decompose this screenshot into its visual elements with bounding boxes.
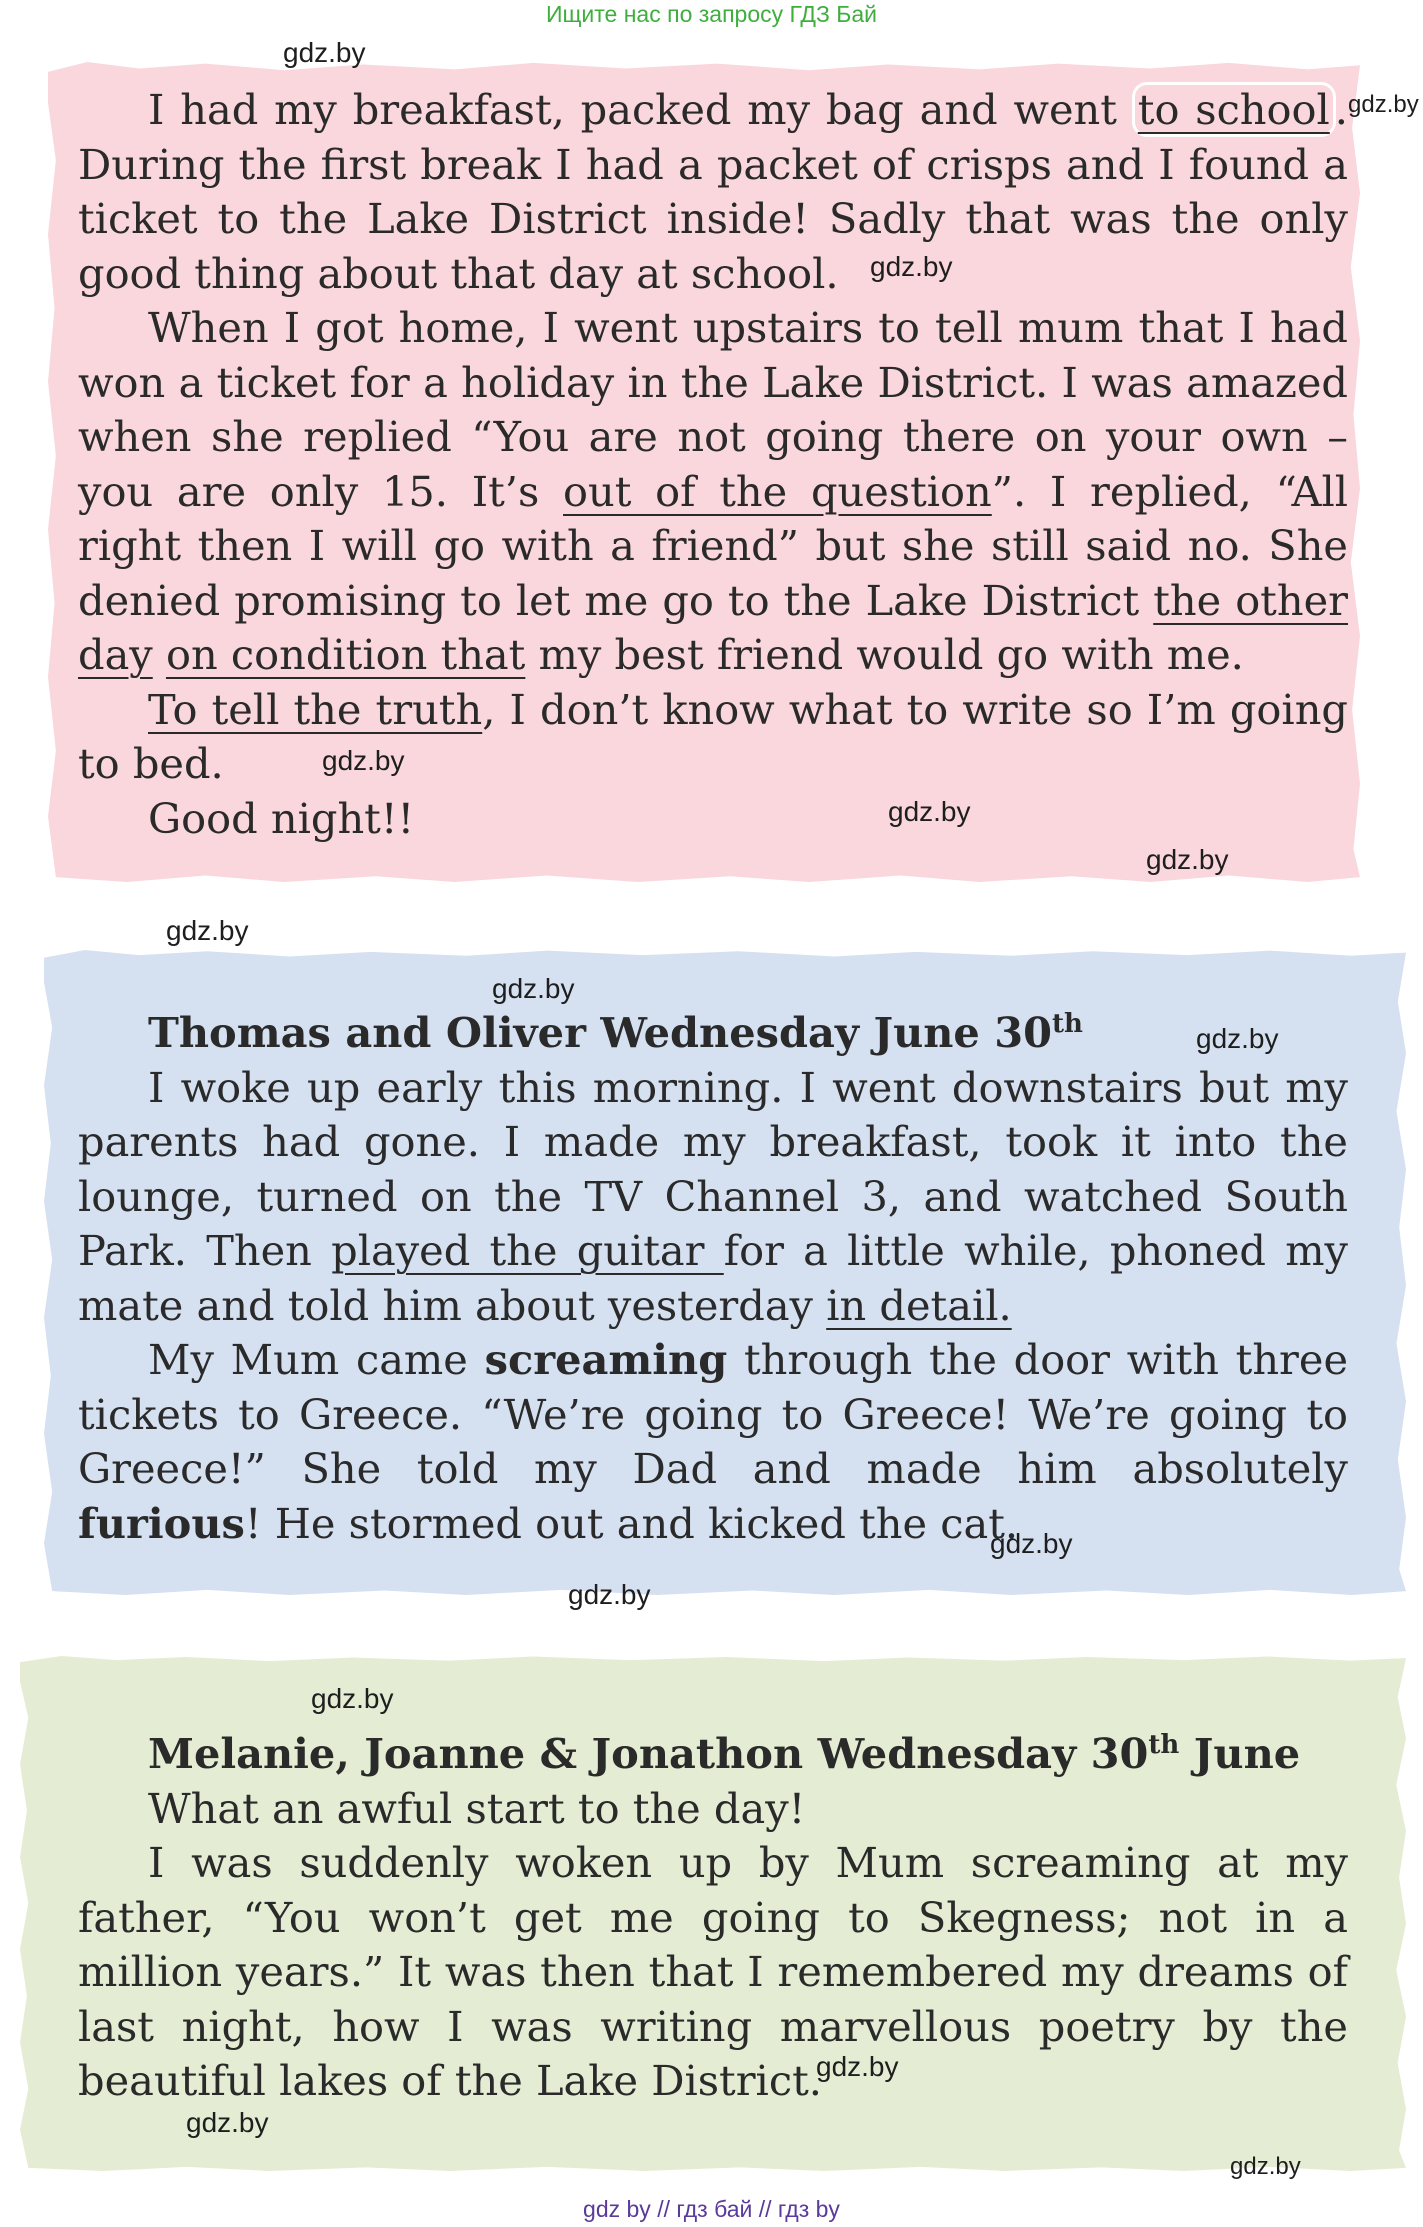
bold-word: furious bbox=[78, 1498, 245, 1548]
watermark: gdz.by bbox=[888, 796, 971, 827]
watermark: gdz.by bbox=[1230, 2153, 1301, 2180]
watermark: gdz.by bbox=[816, 2051, 899, 2082]
underlined-phrase: in detail. bbox=[826, 1280, 1012, 1330]
watermark: gdz.by bbox=[283, 37, 366, 68]
watermark: gdz.by bbox=[870, 251, 953, 282]
watermark: gdz.by bbox=[166, 915, 249, 946]
diary-entry-3-text bbox=[78, 1727, 1348, 2109]
entry2-heading: Thomas and Oliver Wednesday June 30th bbox=[148, 1008, 1083, 1057]
watermark: gdz.by bbox=[1348, 91, 1419, 118]
watermark: gdz.by bbox=[1146, 844, 1229, 875]
highlighted-phrase: to school bbox=[1133, 83, 1335, 136]
entry1-paragraph-3: To tell the truth, I don’t know what to write so I’m going to bed. bbox=[78, 684, 1348, 788]
entry2-paragraph-1: I woke up early this morning. I went downstairs but my parents had gone. I made my breakfast, took it into the lounge, turned on the TV Channel 3, and watched South Park. Then played the guitar for a little while, phoned my mate and told him about yesterday in detail. bbox=[78, 1062, 1349, 1330]
entry3-paragraph-1: What an awful start to the day! bbox=[148, 1783, 806, 1833]
entry1-paragraph-4: Good night!! bbox=[148, 793, 415, 843]
entry3-paragraph-2: I was suddenly woken up by Mum screaming at my father, “You won’t get me going to Skegness; not in a million years.” It was then that I remembered my dreams of last night, how I was writing marvellous poetry by the beautiful lakes of the Lake District. bbox=[78, 1838, 1348, 2105]
watermark: gdz.by bbox=[311, 1683, 394, 1714]
underlined-phrase: played the guitar bbox=[331, 1226, 724, 1275]
underlined-phrase: the other day bbox=[78, 575, 1348, 679]
underlined-phrase: out of the question bbox=[563, 466, 992, 516]
footer-watermark: gdz by // гдз бай // гдз by bbox=[583, 2196, 840, 2222]
watermark: gdz.by bbox=[322, 745, 405, 776]
watermark: gdz.by bbox=[492, 973, 575, 1004]
bold-word: screaming bbox=[484, 1335, 728, 1384]
watermark: gdz.by bbox=[568, 1579, 651, 1610]
watermark: gdz.by bbox=[186, 2107, 269, 2138]
entry3-heading: Melanie, Joanne & Jonathon Wednesday 30th June bbox=[148, 1729, 1301, 1778]
entry1-paragraph-2: When I got home, I went upstairs to tell mum that I had won a ticket for a holiday in the Lake District. I was amazed when she replied “You are not going there on your own – you are only 15. It’s out of the question”. I replied, “All right then I will go with a friend” but she still said no. She denied promising to let me go to the Lake District the other day on condition that my best friend would go with me. bbox=[78, 303, 1349, 679]
diary-entry-2-text bbox=[78, 1006, 1348, 1551]
underlined-phrase: on condition that bbox=[165, 630, 526, 679]
diary-entry-1-text bbox=[78, 83, 1348, 846]
top-banner: Ищите нас по запросу ГДЗ Бай bbox=[545, 1, 878, 27]
watermark: gdz.by bbox=[1196, 1023, 1279, 1054]
watermark: gdz.by bbox=[990, 1528, 1073, 1559]
entry1-paragraph-1: I had my breakfast, packed my bag and went to school . During the first break I had a packet of crisps and I found a ticket to the Lake District inside! Sadly that was the only good thing about that day at school. bbox=[78, 85, 1348, 298]
underlined-phrase: To tell the truth bbox=[148, 684, 483, 734]
entry2-paragraph-2: My Mum came screaming through the door with three tickets to Greece. “We’re going to Greece! We’re going to Greece!” She told my Dad and made him absolutely furious! He stormed out and kicked the cat. bbox=[78, 1335, 1349, 1548]
